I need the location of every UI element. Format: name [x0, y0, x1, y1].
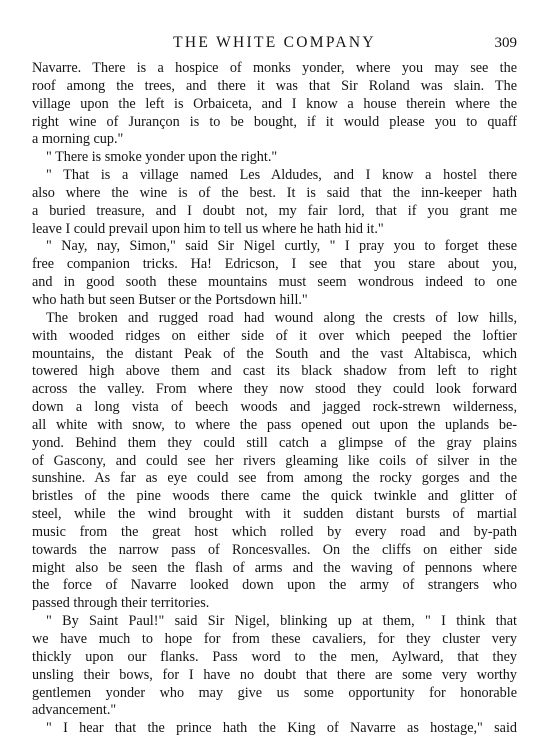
text-line: music from the great host which rolled by every road and by-path	[32, 523, 517, 540]
text-line: advancement."	[32, 702, 117, 719]
text-line: thickly upon our flanks. Pass word to the men, Aylward, that they	[32, 648, 517, 665]
text-line: Navarre. There is a hospice of monks yonder, where you may see the	[32, 60, 517, 76]
text-line: mountains, the distant Peak of the South and the vast Altabisca, which	[32, 345, 517, 362]
text-line: leave I could prevail upon him to tell us where he hath hid it."	[32, 220, 384, 237]
body-text	[32, 60, 517, 738]
text-line: roof among the trees, and there it was that Sir Roland was slain. The	[32, 77, 517, 94]
text-line: of Gascony, and could see her rivers gleaming like coils of silver in the	[32, 452, 517, 469]
text-line: a morning cup."	[32, 131, 124, 148]
text-line: all white with snow, to where the pass opened out upon the uplands be-	[32, 416, 517, 433]
text-line: with wooded ridges on either side of it over which peeped the loftier	[32, 327, 517, 344]
text-line: " That is a village named Les Aldudes, and I know a hostel there	[46, 167, 517, 184]
text-line: across the valley. From where they now stood they could look forward	[32, 381, 517, 398]
text-line: we have much to hope for from these cavaliers, for they cluster very	[32, 631, 517, 647]
text-line: a buried treasure, and I doubt not, my fair lord, that if you grant me	[32, 202, 517, 219]
running-title: THE WHITE COMPANY	[173, 34, 376, 51]
text-line: towered high above them and cast its black shadow from left to right	[32, 363, 517, 380]
text-line: village upon the left is Orbaiceta, and I know a house therein where the	[32, 95, 517, 112]
text-line: " Nay, nay, Simon," said Sir Nigel curtly, " I pray you to forget these	[46, 238, 517, 255]
text-line: bristles of the pine woods there came the quick twinkle and glitter of	[32, 488, 517, 505]
text-line: " By Saint Paul!" said Sir Nigel, blinking up at them, " I think that	[46, 613, 517, 630]
running-head	[32, 33, 517, 53]
text-line: and in good sooth these mountains must seem wondrous indeed to one	[32, 274, 517, 291]
text-line: towards the narrow pass of Roncesvalles. On the cliffs on either side	[32, 541, 517, 558]
text-line: the force of Navarre looked down upon the army of strangers who	[32, 577, 517, 594]
text-line: sunshine. As far as eye could see from among the rocky gorges and the	[32, 470, 517, 487]
text-line: gentlemen yonder who may give us some opportunity for honorable	[32, 684, 517, 701]
text-line: " There is smoke yonder upon the right."	[46, 149, 278, 166]
text-line: right wine of Jurançon is to be bought, if it would please you to quaff	[32, 113, 517, 130]
text-line: free companion tricks. Ha! Edricson, I see that you stare about you,	[32, 256, 517, 273]
text-line: passed through their territories.	[32, 595, 210, 612]
text-line: steel, while the wind brought with it sudden distant bursts of martial	[32, 506, 517, 523]
text-line: also where the wine is of the best. It is said that the inn-keeper hath	[32, 184, 517, 201]
text-line: unsling their bows, for I have no doubt that there are some very worthy	[32, 666, 517, 683]
text-line: yond. Behind them they could still catch a glimpse of the gray plains	[32, 434, 517, 451]
text-line: down a long vista of beech woods and jagged rock-strewn wilderness,	[32, 399, 517, 416]
text-line: The broken and rugged road had wound along the crests of low hills,	[46, 309, 517, 326]
text-line: who hath but seen Butser or the Portsdown hill."	[32, 291, 308, 308]
text-line: " I hear that the prince hath the King of Navarre as hostage," said	[46, 720, 517, 737]
text-line: might also be seen the flash of arms and the waving of pennons where	[32, 559, 517, 576]
page-number: 309	[494, 35, 517, 51]
